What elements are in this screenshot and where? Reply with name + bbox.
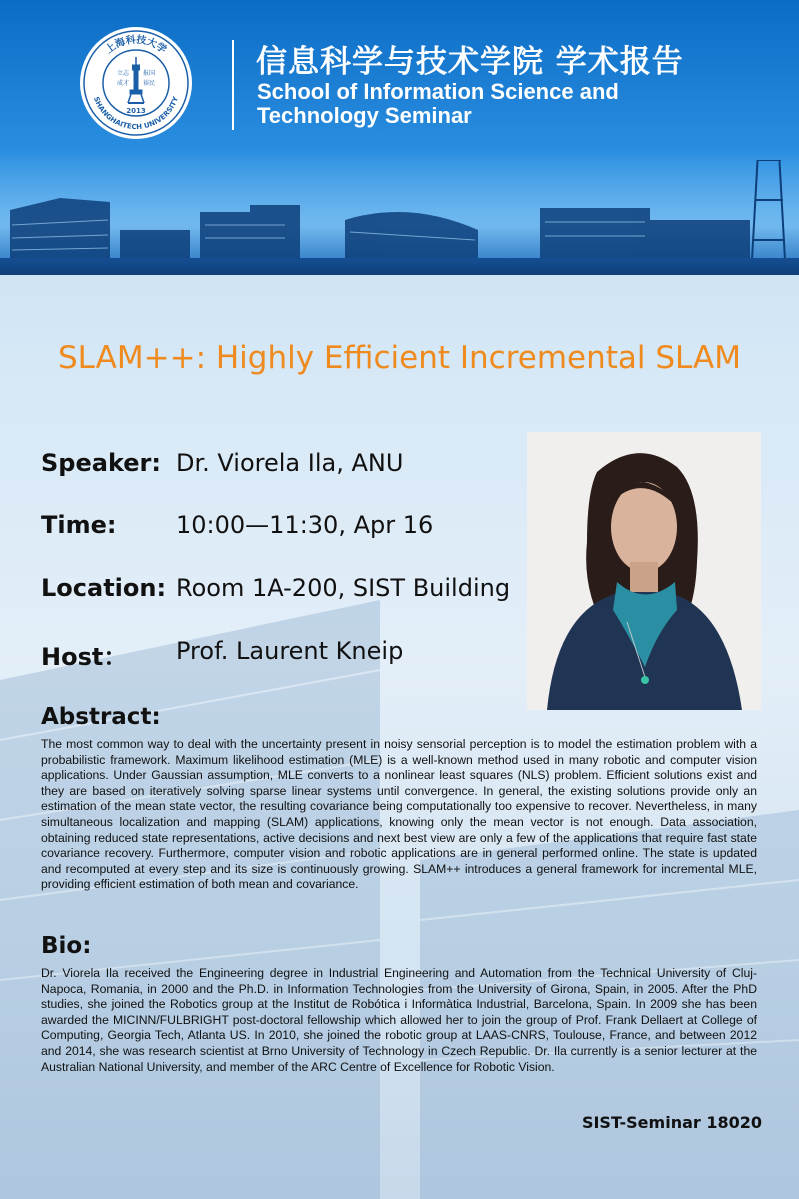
abstract-text: The most common way to deal with the uncertainty present in noisy sensorial perception is to model the estimation problem with a probabilistic framework. Maximum likelihood estimation (MLE) is a well-known method used in many robotic and computer vision applications. Under Gaussian assumption, MLE converts to a nonlinear least squares (NLS) problem. Efficient solutions exist and they are based on iteratively solving sparse linear systems until convergence. In general, the existing solutions provide only an estimation of the mean state vector, the resulting covariance being computationally too expensive to recover. Nevertheless, in many simultaneous localization and mapping (SLAM) applications, knowing only the mean vector is not enough. Data association, obtaining reduced state representations, active decisions and next best view are only a few of the applications that require fast state covariance recovery. Furthermore, computer vision and robotic applications are in general performed online. The state is updated and recomputed at every step and its size is continuously growing. SLAM++ introduces a general framework for incremental MLE, providing efficient estimation of both mean and covariance. xyxy=(41,737,757,892)
logo-year: 2013 xyxy=(126,107,146,115)
logo-motto-2: 成才 xyxy=(116,80,130,87)
host-label: Host： xyxy=(41,643,128,671)
location-label: Location: xyxy=(41,574,167,602)
logo-text-top: 上海科技大学 xyxy=(103,34,169,56)
header-title-en-line1: School of Information Science and xyxy=(257,79,619,104)
speaker-value: Dr. Viorela Ila, ANU xyxy=(176,449,404,477)
host-value: Prof. Laurent Kneip xyxy=(176,637,404,665)
seminar-title: SLAM++: Highly Efficient Incremental SLAM xyxy=(58,340,741,376)
header-title-en-line2: Technology Seminar xyxy=(257,103,472,128)
speaker-portrait xyxy=(527,432,761,710)
abstract-heading: Abstract: xyxy=(41,704,161,730)
header-title-en xyxy=(257,80,619,128)
header-banner xyxy=(0,0,799,275)
seminar-code: SIST-Seminar 18020 xyxy=(581,1113,762,1132)
logo-motto-4: 裕民 xyxy=(142,80,156,87)
bio-text: Dr. Viorela Ila received the Engineering degree in Industrial Engineering and Automation from the Technical University of Cluj-Napoca, Romania, in 2000 and the Ph.D. in Information Technologies from the University of Girona, Spain, in 2005. After the PhD studies, she joined the Robotics group at the Institut de Robótica i Informàtica Industrial, Barcelona, Spain. In 2009 she has been awarded the MICINN/FULBRIGHT post-doctoral fellowship which allowed her to join the group of Prof. Frank Dellaert at College of Computing, Georgia Tech, Atlanta US. In 2010, she joined the robotic group at LAAS-CNRS, Toulouse, France, and between 2012 and 2014, she was research scientist at Brno University of Technology in Czech Republic. Dr. Ila currently is a senior lecturer at the Australian National University, and member of the ARC Centre of Excellence for Robotic Vision. xyxy=(41,966,757,1074)
location-value: Room 1A-200, SIST Building xyxy=(176,574,511,602)
logo-motto-3: 报国 xyxy=(142,70,156,77)
time-label: Time: xyxy=(41,511,117,539)
speaker-photo xyxy=(527,432,761,710)
header-bottom-band xyxy=(0,258,799,275)
university-logo xyxy=(78,25,194,141)
logo-motto-1: 立志 xyxy=(116,70,130,77)
header-title-cn: 信息科学与技术学院 学术报告 xyxy=(256,44,684,80)
logo-text-bottom: SHANGHAITECH UNIVERSITY xyxy=(91,95,181,132)
time-value: 10:00—11:30, Apr 16 xyxy=(176,511,434,539)
header-divider xyxy=(232,40,234,130)
speaker-label: Speaker: xyxy=(41,449,161,477)
bio-heading: Bio: xyxy=(41,933,92,959)
